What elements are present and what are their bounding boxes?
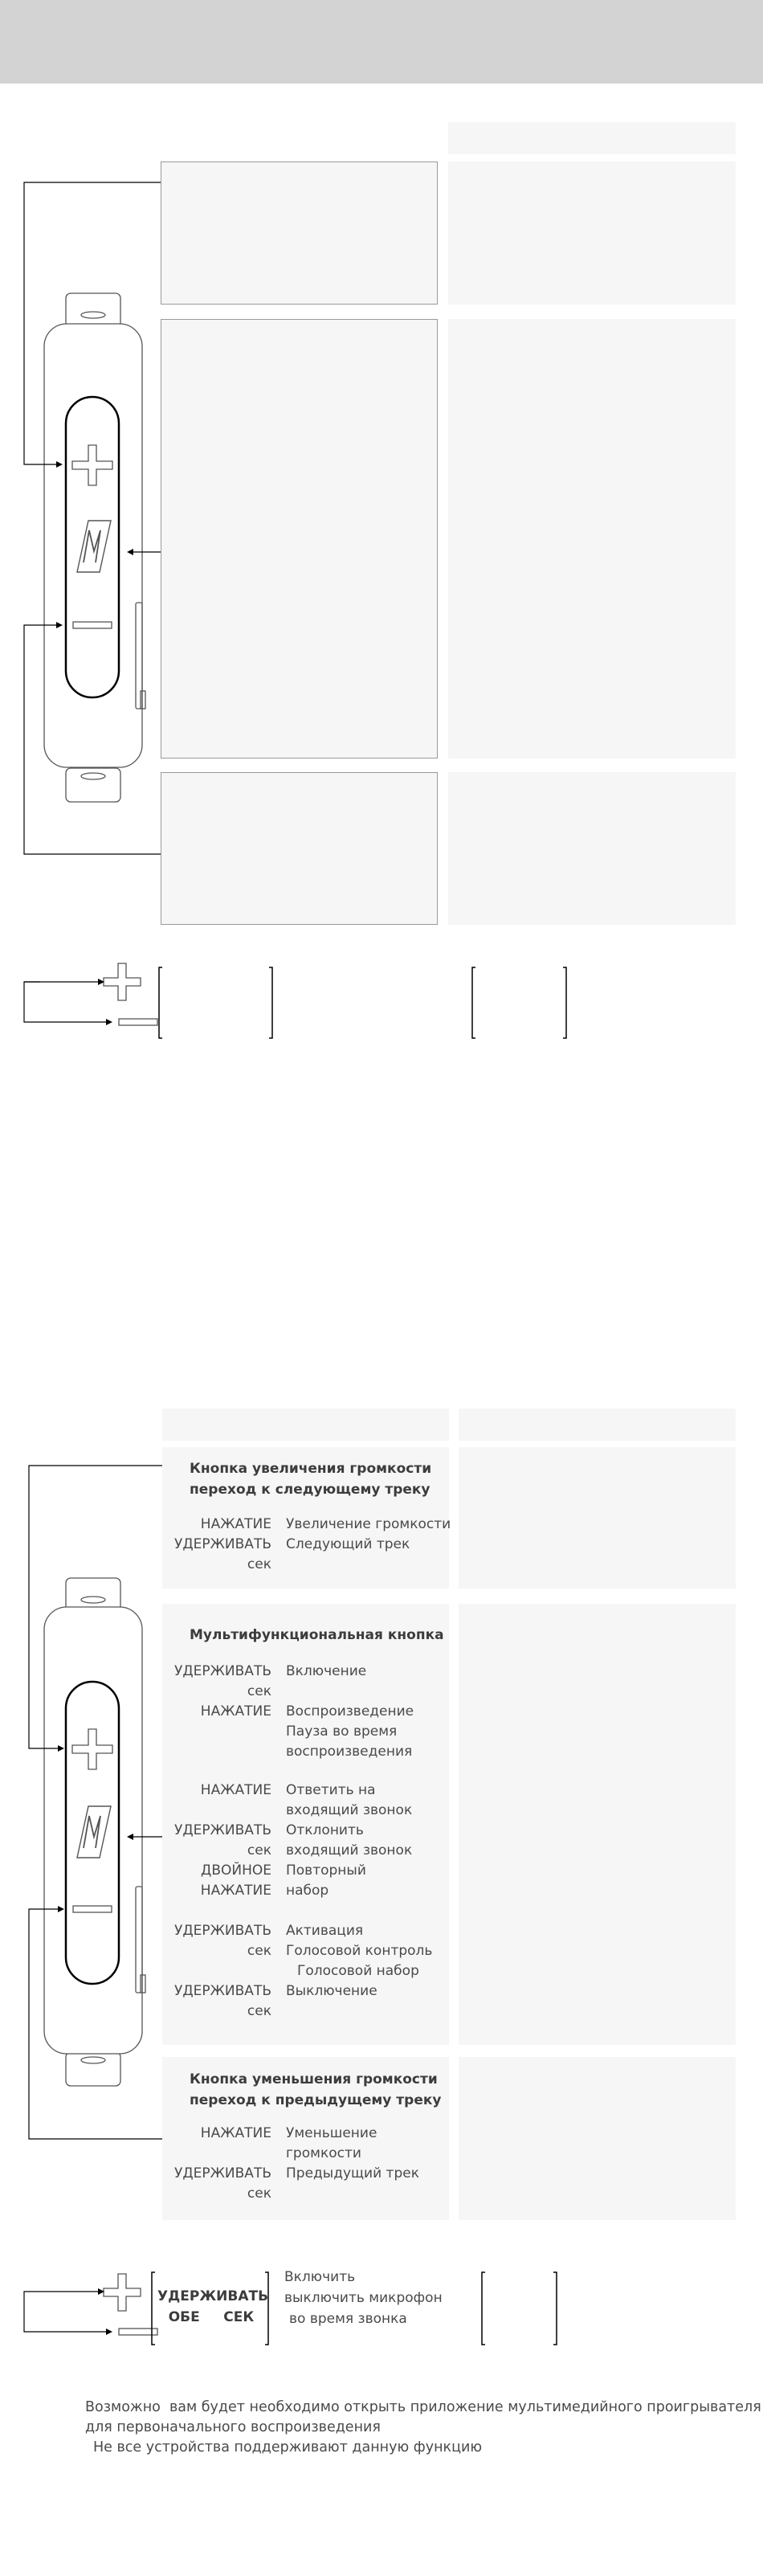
result-label: Следующий трек [286,1536,410,1552]
result-label: Увеличение громкости [286,1516,451,1532]
mic-result: Включить [284,2269,356,2285]
minus-icon [119,1019,157,1025]
duration-label: сек [247,1842,271,1858]
result-label: Уменьшение [286,2125,377,2141]
result-label: Включение [286,1663,367,1679]
result-label: Выключение [286,1983,377,1999]
mic-mute-diagram-empty [0,0,763,1045]
result-label: Голосовой набор [297,1963,419,1979]
action-label: НАЖАТИЕ [200,1883,271,1899]
action-label: УДЕРЖИВАТЬ [173,1923,271,1939]
result-label: воспроизведения [286,1744,413,1760]
mic-mute-diagram [0,2250,763,2410]
action-label: НАЖАТИЕ [200,1516,271,1532]
result-label: Пауза во время [286,1723,398,1740]
hold-both-line2: ОБЕ СЕК [168,2309,255,2325]
duration-label: сек [247,1683,271,1699]
action-label: ДВОЙНОЕ [201,1862,271,1879]
action-label: НАЖАТИЕ [200,2125,271,2141]
duration-label: сек [247,1556,271,1572]
action-label: НАЖАТИЕ [200,1782,271,1798]
multifunction-title: Мультифункциональная кнопка [190,1627,444,1643]
column-header-right [459,1409,736,1441]
column-header-left [162,1409,449,1441]
action-label: УДЕРЖИВАТЬ [173,1536,271,1552]
result-label: громкости [286,2145,361,2161]
footnote-line1: Возможно вам будет необходимо открыть приложение мультимедийного проигрывателя [85,2399,761,2415]
mic-result: выключить микрофон [284,2290,443,2306]
remote-control-diagram-2 [0,1527,763,2330]
result-label: Активация [286,1923,364,1939]
result-label: входящий звонок [286,1842,413,1858]
volume-down-title-line1: Кнопка уменьшения громкости [190,2071,438,2087]
result-label: входящий звонок [286,1802,413,1818]
mic-result: во время звонка [289,2311,407,2327]
result-label: Ответить на [286,1782,376,1798]
plus-icon [104,2274,141,2311]
plus-icon [104,963,141,1000]
footnote-line3: Не все устройства поддерживают данную функцию [93,2439,483,2455]
action-label: НАЖАТИЕ [200,1703,271,1719]
result-label: Голосовой контроль [286,1943,433,1959]
action-label: УДЕРЖИВАТЬ [173,1663,271,1679]
result-label: Отклонить [286,1822,364,1838]
volume-down-title-line2: переход к предыдущему треку [190,2092,442,2108]
volume-up-title-line2: переход к следующему треку [190,1482,430,1498]
result-label: Воспроизведение [286,1703,414,1719]
footnote-line2: для первоначального воспроизведения [85,2419,381,2435]
action-label: УДЕРЖИВАТЬ [173,2165,271,2181]
duration-label: сек [247,2186,271,2202]
minus-icon [73,1906,112,1912]
result-label: набор [286,1883,329,1899]
hold-both-line1: УДЕРЖИВАТЬ [157,2288,269,2304]
volume-up-title-line1: Кнопка увеличения громкости [190,1461,432,1477]
action-label: УДЕРЖИВАТЬ [173,1983,271,1999]
result-label: Предыдущий трек [286,2165,419,2181]
duration-label: сек [247,2003,271,2019]
duration-label: сек [247,1943,271,1959]
action-label: УДЕРЖИВАТЬ [173,1822,271,1838]
result-label: Повторный [286,1862,366,1879]
